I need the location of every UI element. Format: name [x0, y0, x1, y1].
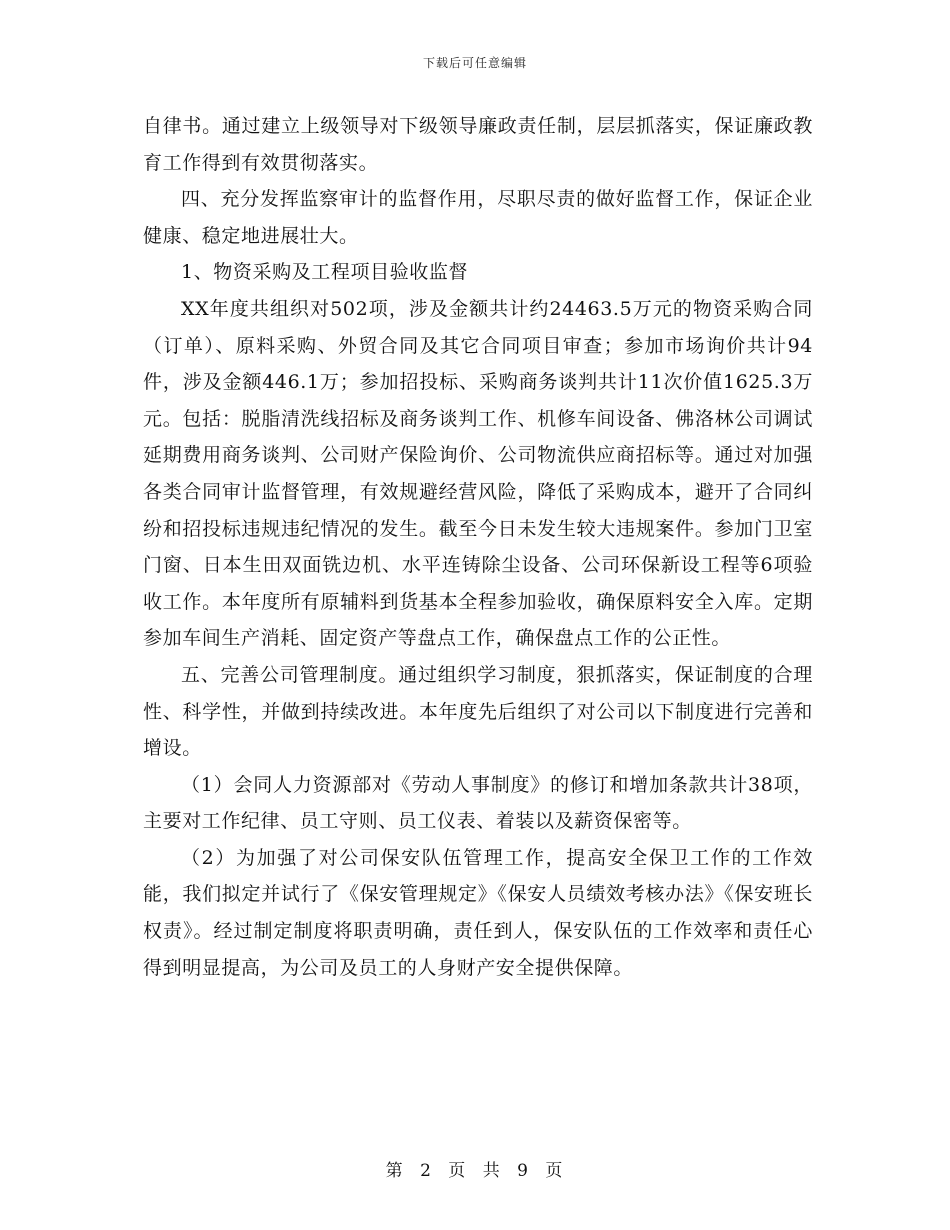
- subsection-heading-1: 1、物资采购及工程项目验收监督: [181, 261, 469, 284]
- current-page-number: 2: [420, 1161, 433, 1181]
- footer-ye: 页: [448, 1161, 468, 1181]
- page-footer: [0, 1156, 950, 1181]
- paragraph: XX年度共组织对502项，涉及金额共计约24463.5万元的物资采购合同（订单）、原料采购、外贸合同及其它合同项目审查；参加市场询价共计94件，涉及金额446.1万；参加招投标、采购商务谈判共计11次价值1625.3万元。包括：脱脂清洗线招标及商务谈判工作、机修车间设备、佛洛林公司调试延期费用商务谈判、公司财产保险询价、公司物流供应商招标等。通过对加强各类合同审计监督管理，有效规避经营风险，降低了采购成本，避开了合同纠纷和招投标违规违纪情况的发生。截至今日未发生较大违规案件。参加门卫室门窗、日本生田双面铣边机、水平连铸除尘设备、公司环保新设工程等6项验收工作。本年度所有原辅料到货基本全程参加验收，确保原料安全入库。定期参加车间生产消耗、固定资产等盘点工作，确保盘点工作的公正性。: [143, 297, 813, 650]
- footer-di: 第: [385, 1161, 405, 1181]
- footer-gong: 共: [482, 1161, 502, 1181]
- section-heading-5: 五、完善公司管理制度。通过组织学习制度，狠抓落实，保证制度的合理性、科学性，并做到持续改进。本年度先后组织了对公司以下制度进行完善和增设。: [143, 663, 813, 760]
- section-heading-4: 四、充分发挥监察审计的监督作用，尽职尽责的做好监督工作，保证企业健康、稳定地进展壮大。: [143, 188, 813, 247]
- page-header-note: 下载后可任意编辑: [422, 56, 527, 70]
- paragraph: 自律书。通过建立上级领导对下级领导廉政责任制，层层抓落实，保证廉政教育工作得到有效贯彻落实。: [143, 115, 813, 174]
- list-item: （2）为加强了对公司保安队伍管理工作，提高安全保卫工作的工作效能，我们拟定并试行了《保安管理规定》《保安人员绩效考核办法》《保安班长权责》。经过制定制度将职责明确，责任到人，保安队伍的工作效率和责任心得到明显提高，为公司及员工的人身财产安全提供保障。: [143, 846, 813, 979]
- list-item: （1）会同人力资源部对《劳动人事制度》的修订和增加条款共计38项，主要对工作纪律、员工守则、员工仪表、着装以及薪资保密等。: [143, 773, 813, 833]
- document-body: [143, 108, 813, 986]
- footer-ye: 页: [545, 1161, 565, 1181]
- total-page-number: 9: [517, 1161, 530, 1181]
